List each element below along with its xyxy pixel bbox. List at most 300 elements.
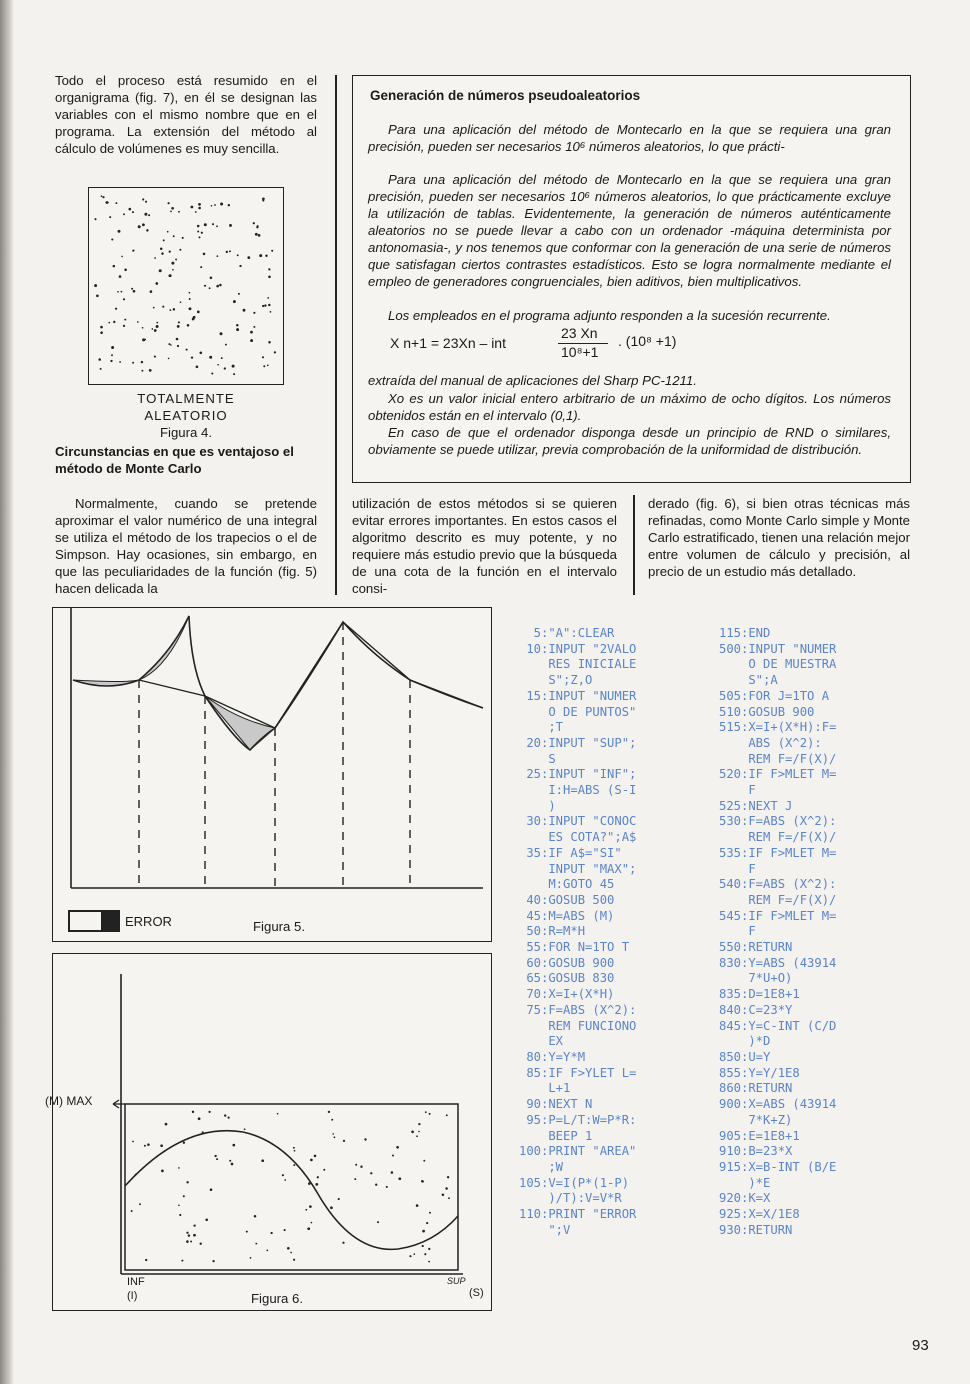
figure5-panel bbox=[52, 607, 492, 942]
figure6-number: Figura 6. bbox=[251, 1291, 304, 1306]
figure6-dot bbox=[398, 1177, 401, 1180]
figure6-dot bbox=[370, 1172, 372, 1174]
figure4-dot bbox=[119, 361, 121, 363]
figure6-dot bbox=[386, 1186, 388, 1188]
figure4-dot bbox=[169, 250, 171, 252]
figure4-dot bbox=[189, 292, 191, 294]
figure4-dot bbox=[144, 213, 147, 216]
figure4-dot bbox=[196, 365, 199, 368]
figure4-dot bbox=[167, 231, 169, 233]
column-rule-1 bbox=[335, 75, 337, 595]
figure4-dot bbox=[270, 311, 272, 313]
figure6-dot bbox=[145, 1259, 147, 1261]
figure6-dot bbox=[212, 1260, 214, 1262]
figure6-dot bbox=[334, 1136, 336, 1138]
figure4-dot bbox=[201, 232, 203, 234]
figure4-dot bbox=[255, 233, 258, 236]
figure6-dot bbox=[314, 1155, 317, 1158]
page-number: 93 bbox=[912, 1337, 929, 1354]
figure5-number: Figura 5. bbox=[253, 919, 306, 934]
box-title: Generación de números pseudoaleatorios bbox=[370, 88, 641, 103]
figure4-dot bbox=[262, 305, 264, 307]
figure4-dot bbox=[109, 216, 111, 218]
figure4-dot bbox=[219, 284, 222, 287]
figure4-dot bbox=[243, 309, 246, 312]
box-paragraph-duplicate: Para una aplicación del método de Montecarlo en la que se requiera una gran precisión, pueden ser necesarios 10⁶ números aleatorios, lo que prácti- bbox=[368, 122, 891, 154]
figure6-dot bbox=[293, 1259, 295, 1261]
figure4-dot bbox=[153, 307, 155, 309]
figure4-dot bbox=[117, 291, 119, 293]
figure6-dot bbox=[178, 1167, 180, 1169]
figure4-dot bbox=[233, 373, 235, 375]
figure4-dot bbox=[94, 218, 96, 220]
figure6-dot bbox=[190, 1241, 192, 1243]
figure4-dot bbox=[123, 298, 125, 300]
figure4-dot bbox=[197, 225, 200, 228]
figure4-dot bbox=[132, 211, 134, 213]
figure4-dot bbox=[170, 211, 172, 213]
figure6-dot bbox=[343, 1140, 345, 1142]
figure4-dot bbox=[256, 226, 258, 228]
figure4-dot bbox=[224, 367, 226, 369]
figure4-dot bbox=[216, 255, 218, 257]
figure6-dot bbox=[328, 1111, 330, 1113]
figure6-dot bbox=[332, 1133, 334, 1135]
figure4-dot bbox=[119, 275, 122, 278]
figure6-dot bbox=[147, 1143, 150, 1146]
figure4-dot bbox=[186, 349, 188, 351]
figure6-dot bbox=[161, 1170, 164, 1173]
figure6-dot bbox=[428, 1261, 430, 1263]
figure6-dot bbox=[310, 1159, 313, 1162]
figure4-dot bbox=[145, 201, 147, 203]
figure4-dot bbox=[168, 202, 170, 204]
figure4-dot bbox=[128, 208, 131, 211]
figure6-dot bbox=[392, 1155, 394, 1157]
figure4-dot bbox=[189, 298, 191, 300]
figure4-dot bbox=[121, 291, 123, 293]
box-paragraph-4: Xo es un valor inicial entero arbitrario de un máximo de ocho dígitos. Los números obtenidos están en el intervalo (0,1). bbox=[368, 391, 891, 423]
figure4-dot bbox=[102, 196, 104, 198]
figure4-dot bbox=[198, 207, 201, 210]
intro-paragraph: Todo el proceso está resumido en el organigrama (fig. 7), en él se designan las variables con el mismo nombre que en el programa. La extensión del método al cálculo de volúmenes es muy sencilla. bbox=[55, 73, 317, 156]
figure4-dot bbox=[265, 254, 267, 256]
figure6-dot bbox=[231, 1163, 234, 1166]
figure6-dot bbox=[413, 1253, 415, 1255]
box-paragraph-3: extraída del manual de aplicaciones del Sharp PC-1211. bbox=[368, 373, 697, 388]
figure4-dot bbox=[253, 222, 255, 224]
figure6-dot bbox=[364, 1138, 366, 1140]
figure6-dot bbox=[305, 1209, 307, 1211]
figure4-dot bbox=[154, 356, 156, 358]
figure6-dot bbox=[192, 1111, 194, 1113]
figure6-dot bbox=[330, 1206, 333, 1209]
figure6-dot bbox=[254, 1215, 257, 1218]
figure4-dot bbox=[171, 207, 174, 210]
figure6-sup-label: SUP bbox=[447, 1276, 466, 1286]
figure4-dot bbox=[110, 360, 112, 362]
figure6-dot bbox=[418, 1123, 420, 1125]
figure4-dot bbox=[271, 250, 273, 252]
figure4-dot bbox=[229, 250, 231, 252]
figure6-dot bbox=[200, 1243, 202, 1245]
figure6-dot bbox=[282, 1174, 284, 1176]
figure6-dot bbox=[308, 1182, 311, 1185]
figure6-dot bbox=[411, 1130, 414, 1133]
figure4-dot bbox=[150, 290, 153, 293]
figure6-dot bbox=[186, 1181, 188, 1183]
figure6-dot bbox=[186, 1232, 188, 1234]
figure6-dot bbox=[131, 1210, 133, 1212]
figure6-dot bbox=[377, 1221, 379, 1223]
figure6-dot bbox=[423, 1160, 425, 1162]
figure6-max-label: (M) MAX bbox=[45, 1094, 93, 1108]
figure4-dot bbox=[274, 351, 276, 353]
figure4-dot bbox=[250, 339, 253, 342]
program-listing bbox=[505, 608, 910, 1308]
figure4-dot bbox=[169, 274, 172, 277]
figure4-dot bbox=[156, 322, 158, 324]
figure4-dot bbox=[113, 321, 115, 323]
figure4-dot bbox=[180, 301, 182, 303]
figure4-dot bbox=[172, 269, 174, 271]
formula-right: . (10⁸ +1) bbox=[618, 333, 677, 349]
figure4-dot bbox=[123, 325, 125, 327]
figure6-dot bbox=[354, 1178, 356, 1180]
figure4-dot bbox=[131, 288, 133, 290]
figure6-dot bbox=[315, 1183, 318, 1186]
figure4-dot bbox=[142, 198, 144, 200]
figure4-dot bbox=[163, 239, 165, 241]
figure4-dot bbox=[204, 285, 206, 287]
figure4-dot bbox=[94, 284, 97, 287]
figure4-dot bbox=[232, 365, 235, 368]
col2-paragraph: utilización de estos métodos si se quieren evitar errores importantes. En estos casos el algoritmo descrito es muy potente, y no requiere más estudio previo que la búsqueda de una cota de la función en el intervalo consi- bbox=[352, 496, 617, 596]
figure6-dot bbox=[270, 1232, 272, 1234]
figure6-dot bbox=[202, 1131, 204, 1133]
figure4-dot bbox=[138, 225, 141, 228]
figure4-dot bbox=[168, 343, 170, 345]
figure4-dot bbox=[236, 328, 239, 331]
figure6-graph bbox=[53, 954, 491, 1310]
figure4-dot bbox=[268, 341, 271, 344]
figure4-dot bbox=[209, 287, 211, 289]
figure4-dot bbox=[178, 321, 180, 323]
figure6-dot bbox=[447, 1176, 449, 1178]
figure4-dot bbox=[239, 265, 241, 267]
figure4-dot bbox=[118, 230, 121, 233]
figure4-dot bbox=[262, 356, 264, 358]
figure4-dot bbox=[268, 268, 270, 270]
figure6-dot bbox=[426, 1222, 428, 1224]
figure4-dot bbox=[267, 297, 269, 299]
figure6-dot bbox=[396, 1146, 399, 1149]
figure6-dot bbox=[331, 1119, 333, 1121]
figure6-dot bbox=[224, 1114, 226, 1116]
figure4-dot bbox=[187, 324, 190, 327]
figure4-dot bbox=[191, 206, 194, 209]
figure6-dot bbox=[210, 1188, 213, 1191]
figure6-dot bbox=[422, 1180, 424, 1182]
figure6-dot bbox=[179, 1214, 181, 1216]
figure4-scatter bbox=[88, 187, 284, 385]
figure4-dot bbox=[100, 331, 103, 334]
figure4-dot bbox=[161, 252, 163, 254]
figure4-dot bbox=[217, 364, 219, 366]
figure6-dot bbox=[425, 1111, 427, 1113]
figure4-dot bbox=[121, 256, 123, 258]
figure6-inf-var: (I) bbox=[127, 1290, 138, 1302]
figure6-dot bbox=[229, 1160, 231, 1162]
figure4-dot bbox=[226, 251, 228, 253]
figure4-dot bbox=[267, 364, 269, 366]
figure6-dot bbox=[428, 1248, 430, 1250]
figure4-caption: Circunstancias en que es ventajoso el método de Monte Carlo bbox=[55, 444, 294, 476]
figure6-dot bbox=[317, 1176, 319, 1178]
figure4-dot bbox=[98, 358, 101, 361]
figure4-dot bbox=[209, 356, 212, 359]
figure6-dot bbox=[205, 1219, 208, 1222]
figure4-dot bbox=[133, 290, 136, 293]
formula-numerator: 23 Xn bbox=[561, 325, 598, 341]
formula-left: X n+1 = 23Xn – int bbox=[390, 335, 506, 351]
figure4-dot bbox=[111, 354, 113, 356]
figure4-dot bbox=[176, 338, 179, 341]
figure6-dot bbox=[355, 1164, 357, 1166]
figure4-dot bbox=[149, 369, 152, 372]
figure4-dot bbox=[173, 235, 175, 237]
figure4-dot bbox=[203, 253, 206, 256]
figure4-dot bbox=[263, 365, 265, 367]
figure6-dot bbox=[445, 1187, 448, 1190]
figure6-dot bbox=[186, 1240, 189, 1243]
figure6-dot bbox=[135, 1174, 137, 1176]
figure4-dot bbox=[155, 282, 158, 285]
figure4-dot bbox=[168, 358, 170, 360]
figure4-dot bbox=[216, 225, 218, 227]
figure4-dot bbox=[216, 285, 219, 288]
figure6-dot bbox=[193, 1234, 196, 1237]
figure4-dot bbox=[211, 205, 213, 207]
figure6-dot bbox=[144, 1145, 146, 1147]
figure4-dot bbox=[262, 199, 264, 201]
figure6-dot bbox=[375, 1184, 377, 1186]
figure6-dot bbox=[165, 1123, 168, 1126]
formula-denominator: 10⁸+1 bbox=[561, 344, 599, 360]
figure6-dot bbox=[255, 1243, 257, 1245]
figure4-dot bbox=[195, 211, 197, 213]
figure4-dot bbox=[191, 356, 193, 358]
figure4-dot bbox=[229, 224, 232, 227]
figure4-dot bbox=[221, 357, 223, 359]
figure4-dot bbox=[247, 256, 250, 259]
figure4-dot bbox=[132, 362, 134, 364]
figure4-dot bbox=[177, 345, 179, 347]
figure4-dot bbox=[124, 269, 127, 272]
figure4-dot bbox=[154, 257, 156, 259]
figure4-dot bbox=[258, 234, 261, 237]
figure4-dot bbox=[210, 277, 213, 280]
figure6-dot bbox=[360, 1165, 362, 1167]
figure4-dot bbox=[169, 309, 171, 311]
figure4-dot bbox=[177, 325, 180, 328]
figure6-dot bbox=[323, 1169, 325, 1171]
figure6-dot bbox=[391, 1171, 394, 1174]
figure6-dot bbox=[246, 1231, 248, 1233]
figure6-dot bbox=[294, 1150, 296, 1152]
figure4-dot bbox=[198, 203, 201, 206]
figure4-dot bbox=[160, 247, 163, 250]
figure6-dot bbox=[307, 1227, 310, 1230]
figure4-dot bbox=[137, 321, 139, 323]
figure6-dot bbox=[418, 1131, 420, 1133]
figure4-dot bbox=[250, 331, 253, 334]
figure5-legend-label: ERROR bbox=[125, 914, 172, 929]
figure6-dot bbox=[261, 1159, 264, 1162]
figure4-dot bbox=[108, 322, 110, 324]
page-spine bbox=[0, 0, 14, 1384]
box-paragraph-5: En caso de que el ordenador disponga desde un principio de RND o similares, obviamente se puede utilizar, previa comprobación de la uniformidad de distribución. bbox=[368, 425, 891, 457]
figure6-dot bbox=[287, 1247, 290, 1250]
figure6-dot bbox=[342, 1242, 344, 1244]
figure6-dot bbox=[139, 1203, 141, 1205]
figure4-dot bbox=[142, 327, 144, 329]
figure6-dot bbox=[178, 1204, 180, 1206]
figure6-dot bbox=[416, 1204, 419, 1207]
figure4-dot bbox=[171, 262, 174, 265]
figure4-dot bbox=[178, 211, 180, 213]
figure4-dot bbox=[100, 326, 103, 329]
figure4-dot bbox=[268, 304, 270, 306]
figure6-dot bbox=[442, 1194, 445, 1197]
figure4-dot bbox=[123, 213, 125, 215]
figure6-inf-label: INF bbox=[127, 1276, 145, 1288]
figure6-dot bbox=[284, 1179, 286, 1181]
figure4-dot bbox=[142, 223, 145, 226]
figure4-dot bbox=[211, 372, 213, 374]
figure4-dot bbox=[214, 204, 216, 206]
figure6-dot bbox=[183, 1195, 185, 1197]
figure4-dot bbox=[115, 202, 117, 204]
figure6-dot bbox=[214, 1155, 216, 1157]
figure4-dot bbox=[124, 319, 126, 321]
figure6-dot bbox=[429, 1212, 431, 1214]
figure4-dot bbox=[225, 344, 227, 346]
figure6-dot bbox=[409, 1255, 411, 1257]
figure6-dot bbox=[160, 1144, 163, 1147]
figure6-dot bbox=[429, 1113, 431, 1115]
figure4-dot bbox=[156, 325, 159, 328]
column-rule-2 bbox=[633, 495, 635, 595]
figure4-dot bbox=[100, 368, 102, 370]
figure4-dot bbox=[182, 237, 184, 239]
col1-paragraph: Normalmente, cuando se pretende aproximar el valor numérico de una integral se utiliza el método de los trapecios o el de Simpson. Hay ocasiones, sin embargo, en que las peculiaridades de la función (fig. 5) hacen delicada la bbox=[55, 496, 317, 596]
figure4-dot bbox=[175, 259, 177, 261]
figure4-dot bbox=[228, 204, 230, 206]
figure6-dot bbox=[309, 1205, 312, 1208]
figure4-dot bbox=[144, 339, 146, 341]
figure6-dot bbox=[198, 1117, 201, 1120]
figure6-dot bbox=[208, 1111, 210, 1113]
figure4-label-2: ALEATORIO bbox=[144, 408, 228, 423]
figure6-dot bbox=[277, 1113, 279, 1115]
figure4-dot bbox=[204, 223, 207, 226]
listing-column-2: 115:END 500:INPUT "NUMER O DE MUESTRA S";A 505:FOR J=1TO A 510:GOSUB 900 515:X=I+(X*H):F= ABS (X^2): REM F=/F(X)/ 520:IF F>MLET M= F 525:NEXT J 530:F=ABS (X^2): REM F=/F(X)/ 535:IF F>MLET M= F 540:F=ABS (X^2): REM F=/F(X)/ 545:IF F>MLET M= F 550:RETURN 830:Y=ABS (43914 7*U+O) 835:D=1E8+1 840:C=23*Y 845:Y=C-INT (C/D )*D 850:U=Y 855:Y=Y/1E8 860:RETURN 900:X=ABS (43914 7*K+Z) 905:E=1E8+1 910:B=23*X 915:X=B-INT (B/E )*E 920:K=X 925:X=X/1E8 930:RETURN bbox=[719, 626, 837, 1237]
figure6-dot bbox=[448, 1197, 450, 1199]
figure6-dot bbox=[232, 1144, 235, 1147]
figure4-dot bbox=[96, 294, 99, 297]
figure4-dot bbox=[220, 203, 223, 206]
figure4-dot bbox=[220, 332, 223, 335]
figure6-dot bbox=[290, 1252, 292, 1254]
listing-column-1: 5:"A":CLEAR 10:INPUT "2VALO RES INICIALE S";Z,O 15:INPUT "NUMER O DE PUNTOS" ;T 20:INPUT "SUP"; S 25:INPUT "INF"; I:H=ABS (S-I ) 30:INPUT "CONOC ES COTA?";A$ 35:IF A$="SI" INPUT "MAX"; M:GOTO 45 40:GOSUB 500 45:M=ABS (M) 50:R=M*H 55:FOR N=1TO T 60:GOSUB 900 65:GOSUB 830 70:X=I+(X*H) 75:F=ABS (X^2): REM FUNCIONO EX 80:Y=Y*M 85:IF F>YLET L= L+1 90:NEXT N 95:P=L/T:W=P*R: BEEP 1 100:PRINT "AREA" ;W 105:V=I(P*(1-P) )/T):V=V*R 110:PRINT "ERROR ";V bbox=[519, 626, 637, 1237]
figure4-dot bbox=[238, 293, 240, 295]
figure4-dot bbox=[151, 328, 153, 330]
figure4-dots bbox=[89, 188, 283, 384]
figure4-dot bbox=[253, 312, 255, 314]
figure6-dot bbox=[284, 1229, 286, 1231]
figure4-dot bbox=[189, 307, 192, 310]
figure4-dot bbox=[154, 329, 157, 332]
figure6-dot bbox=[446, 1114, 448, 1116]
figure6-dot bbox=[416, 1135, 418, 1137]
figure4-dot bbox=[212, 223, 214, 225]
figure4-dot bbox=[264, 304, 266, 306]
figure6-dot bbox=[188, 1234, 190, 1236]
figure4-dot bbox=[111, 346, 114, 349]
figure6-dot bbox=[183, 1142, 185, 1144]
figure4-dot bbox=[268, 276, 271, 279]
figure4-dot bbox=[179, 249, 181, 251]
figure6-dot bbox=[181, 1260, 183, 1262]
figure4-dot bbox=[101, 195, 103, 197]
figure4-dot bbox=[199, 351, 202, 354]
figure6-dot bbox=[250, 1257, 252, 1259]
figure4-dot bbox=[253, 326, 255, 328]
figure4-dot bbox=[233, 300, 236, 303]
figure4-number: Figura 4. bbox=[159, 425, 213, 440]
box-paragraph-1: Para una aplicación del método de Montecarlo en la que se requiera una gran precisión, pueden ser necesarios 10⁶ números aleatorios, lo que prácticamente excluye la utilización de tablas. Evidentemente, la generación de números auténticamente aleatorios no se puede llevar a cabo con un ordenador -máquina determinista por antonomasia-, y nos tenemos que conformar con la generación de una serie de números que satisfagan ciertos contrastes estadísticos. Esto se logra normalmente mediante el empleo de generadores congruenciales, bien aditivos, bien multiplicativos. bbox=[368, 172, 891, 289]
box-paragraph-2: Los empleados en el programa adjunto responden a la sucesión recurrente. bbox=[388, 308, 831, 323]
figure6-dot bbox=[311, 1222, 313, 1224]
figure6-dot bbox=[266, 1250, 268, 1252]
figure4-dot bbox=[146, 229, 148, 231]
figure4-label-1: TOTALMENTE bbox=[137, 391, 235, 406]
figure6-dot bbox=[422, 1230, 425, 1233]
figure4-dot bbox=[148, 214, 150, 216]
figure6-dot bbox=[216, 1158, 218, 1160]
figure4-dot bbox=[141, 370, 143, 372]
figure4-dot bbox=[197, 311, 200, 314]
figure6-dot bbox=[424, 1253, 426, 1255]
figure4-dot bbox=[107, 202, 109, 204]
figure4-dot bbox=[170, 344, 172, 346]
figure6-dot bbox=[132, 1141, 134, 1143]
figure4-dot bbox=[159, 269, 162, 272]
figure4-dot bbox=[173, 308, 175, 310]
figure6-panel bbox=[45, 953, 492, 1311]
figure6-dot bbox=[293, 1147, 295, 1149]
figure4-dot bbox=[199, 236, 201, 238]
figure6-dot bbox=[244, 1128, 246, 1130]
figure4-dot bbox=[193, 316, 196, 319]
figure4-dot bbox=[197, 231, 199, 233]
figure6-dot bbox=[293, 1164, 295, 1166]
figure4-dot bbox=[162, 306, 164, 308]
figure4-dot bbox=[237, 254, 239, 256]
figure4-dot bbox=[259, 254, 262, 257]
figure6-dot bbox=[422, 1245, 424, 1247]
